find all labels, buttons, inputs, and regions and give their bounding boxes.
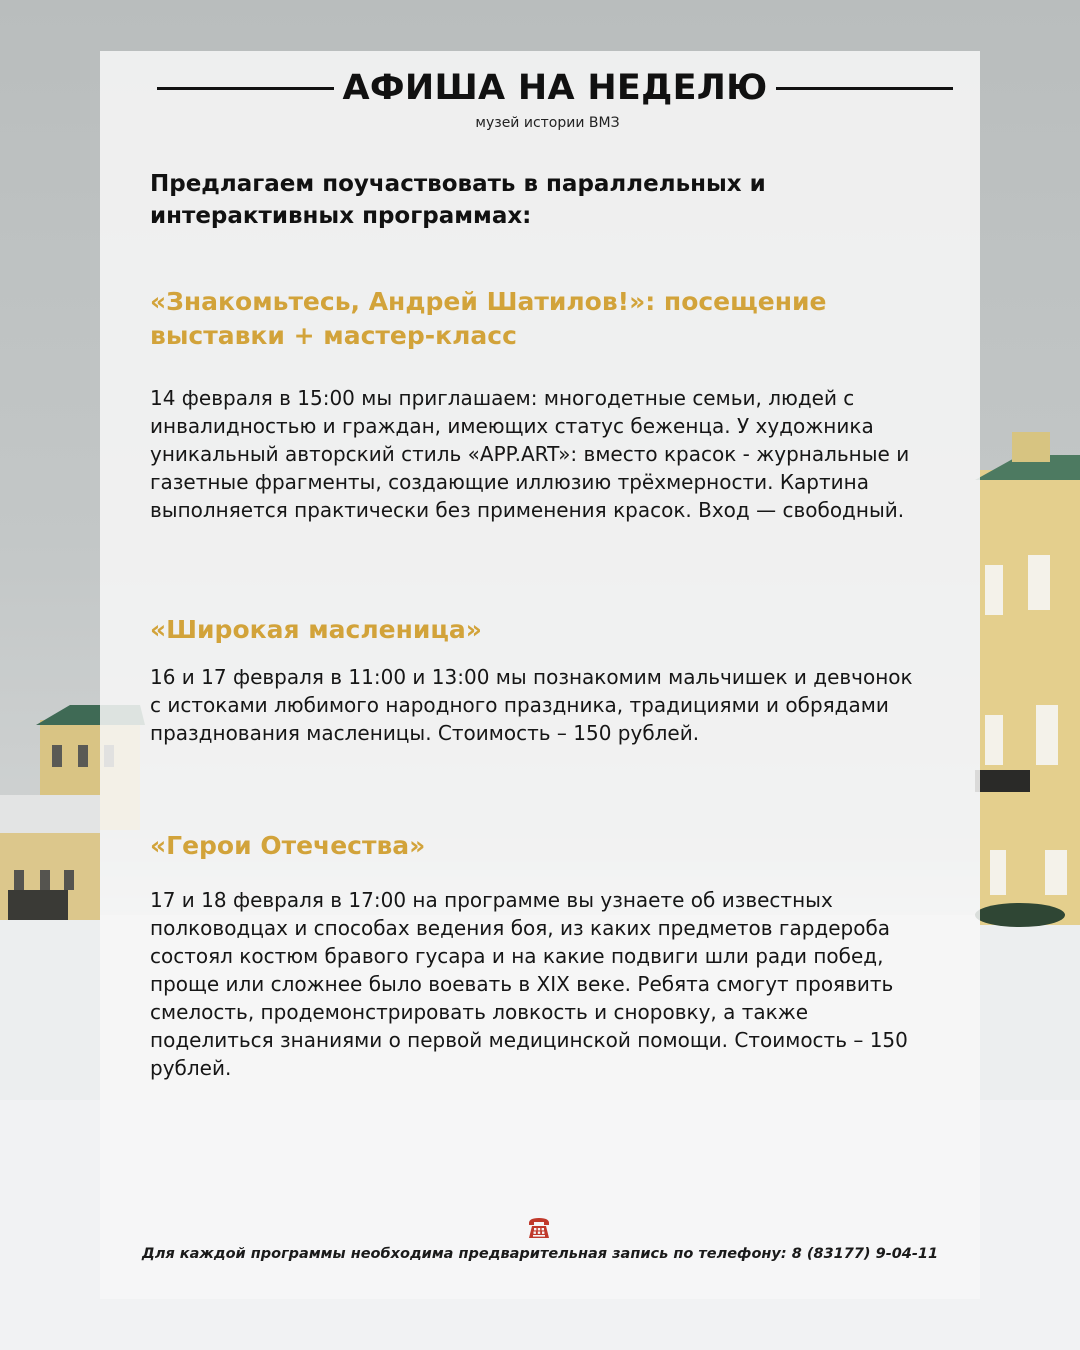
header xyxy=(157,65,953,111)
event-description-heroes: 17 и 18 февраля в 17:00 на программе вы узнаете об известных полководцах и способах ведения боя, из каких предметов гардероба состоял костюм бравого гусара и на какие подвиги шли ради побед, проще или сложнее было воевать в XIX веке. Ребята смогут проявить смелость, продемонстрировать ловкость и сноровку, а также поделиться знаниями о первой медицинской помощи. Стоимость – 150 рублей. xyxy=(150,888,908,1080)
event-description-maslenitsa: 16 и 17 февраля в 11:00 и 13:00 мы познакомим мальчишек и девчонок с истоками любимого народного праздника, традициями и обрядами празднования масленицы. Стоимость – 150 рублей. xyxy=(150,665,913,745)
intro-text: Предлагаем поучаствовать в параллельных и интерактивных программах: xyxy=(150,171,766,229)
registration-note: Для каждой программы необходима предварительная запись по телефону: 8 (83177) 9-04-11 xyxy=(141,1246,939,1262)
event-title-maslenitsa: «Широкая масленица» xyxy=(150,615,482,644)
content-card xyxy=(100,51,980,1299)
right-divider xyxy=(776,87,953,90)
page-title: АФИША НА НЕДЕЛЮ xyxy=(342,68,768,108)
event-title-shatilov: «Знакомьтесь, Андрей Шатилов!»: посещение выставки + мастер-класс xyxy=(150,287,827,350)
left-divider xyxy=(157,87,334,90)
event-title-heroes: «Герои Отечества» xyxy=(150,831,426,860)
museum-name: музей истории ВМЗ xyxy=(475,115,620,131)
phone-icon xyxy=(526,1215,552,1241)
event-description-shatilov: 14 февраля в 15:00 мы приглашаем: многодетные семьи, людей с инвалидностью и граждан, имеющих статус беженца. У художника уникальный авторский стиль «APP.ART»: вместо красок - журнальные и газетные фрагменты, создающие иллюзию трёхмерности. Картина выполняется практически без применения красок. Вход — свободный. xyxy=(150,386,910,522)
